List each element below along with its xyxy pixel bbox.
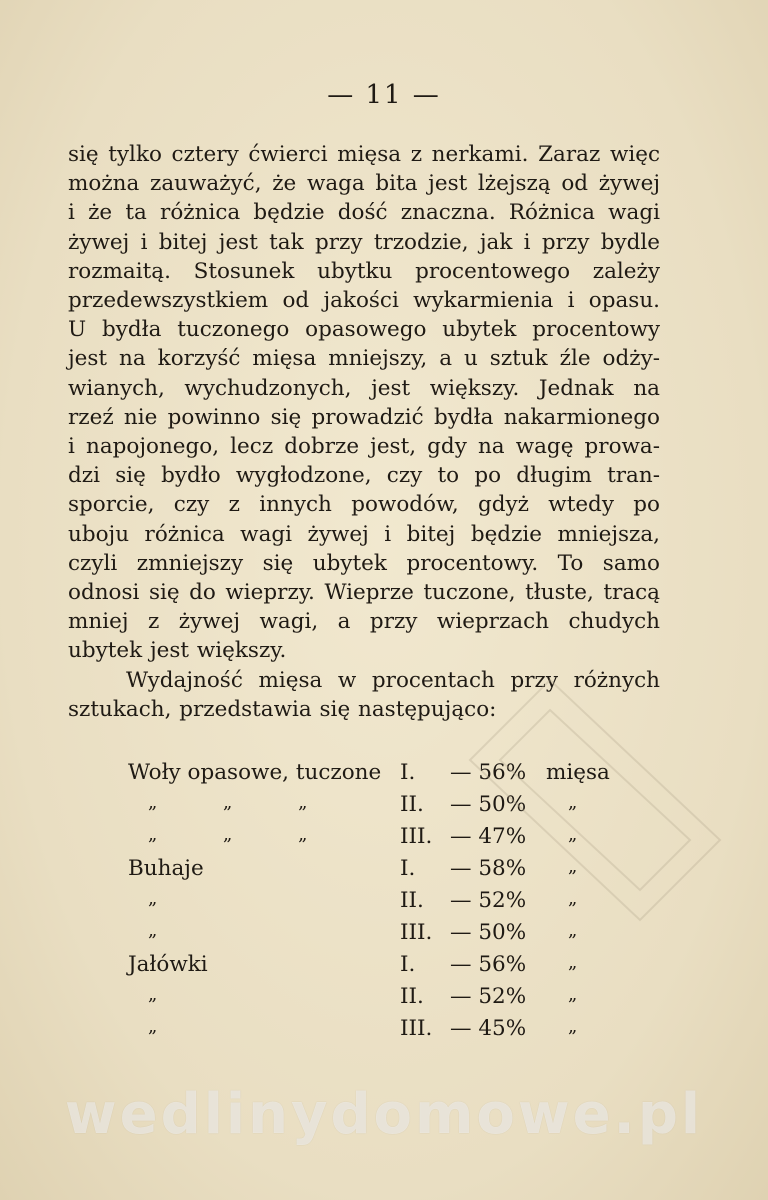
body-text <box>68 140 660 724</box>
unit: „ <box>568 792 578 813</box>
text-line: Wydajność mięsa w procentach przy różnych <box>126 667 660 693</box>
grade: I. <box>400 760 416 785</box>
grade: III. <box>400 920 433 945</box>
text-line: czyli zmniejszy się ubytek procentowy. To samo <box>68 550 660 576</box>
text-line: i napojonego, lecz dobrze jest, gdy na wagę prowa- <box>68 434 660 460</box>
unit: „ <box>568 856 578 877</box>
grade: I. <box>400 856 416 881</box>
text-line: i że ta różnica będzie dość znaczna. Różnica wagi <box>68 200 660 226</box>
animal-name: Woły opasowe, tuczone <box>128 760 382 785</box>
watermark: wedlinydomowe.pl <box>64 1082 704 1147</box>
text-line: sporcie, czy z innych powodów, gdyż wtedy po <box>68 492 660 518</box>
percent: — 45% <box>450 1016 527 1041</box>
text-line: sztukach, przedstawia się następująco: <box>68 696 497 722</box>
animal-name: „ <box>148 1016 158 1037</box>
percent: — 58% <box>450 856 527 881</box>
unit: mięsa <box>546 760 610 785</box>
table-row <box>68 760 668 792</box>
grade: I. <box>400 952 416 977</box>
text-line: ubytek jest większy. <box>68 638 287 664</box>
text-line: się tylko cztery ćwierci mięsa z nerkami. Zaraz więc <box>68 142 660 167</box>
text-line: można zauważyć, że waga bita jest lżejszą od żywej <box>68 171 660 197</box>
percent: — 50% <box>450 792 527 817</box>
grade: III. <box>400 1016 433 1041</box>
unit: „ <box>568 984 578 1005</box>
unit: „ <box>568 824 578 845</box>
table-row <box>68 984 668 1016</box>
text-line: żywej i bitej jest tak przy trzodzie, jak i przy bydle <box>68 229 660 255</box>
unit: „ <box>568 888 578 909</box>
meat-yield-table <box>68 760 668 1048</box>
animal-name: „ <box>148 984 158 1005</box>
unit: „ <box>568 952 578 973</box>
table-row <box>68 824 668 856</box>
percent: — 56% <box>450 760 527 785</box>
table-row <box>68 1016 668 1048</box>
text-line: mniej z żywej wagi, a przy wieprzach chudych <box>68 609 660 635</box>
unit: „ <box>568 1016 578 1037</box>
text-line: przedewszystkiem od jakości wykarmienia i opasu. <box>68 288 660 314</box>
unit: „ <box>568 920 578 941</box>
animal-name: „ „ „ <box>148 824 308 845</box>
text-line: rzeź nie powinno się prowadzić bydła nakarmionego <box>68 404 660 430</box>
table-row <box>68 888 668 920</box>
percent: — 52% <box>450 888 527 913</box>
table-row <box>68 856 668 888</box>
percent: — 56% <box>450 952 527 977</box>
table-row <box>68 952 668 984</box>
animal-name: Jałówki <box>128 952 208 977</box>
text-line: uboju różnica wagi żywej i bitej będzie mniejsza, <box>68 521 660 547</box>
percent: — 50% <box>450 920 527 945</box>
text-line: U bydła tuczonego opasowego ubytek procentowy <box>68 317 660 343</box>
text-line: wianych, wychudzonych, jest większy. Jednak na <box>68 375 660 401</box>
text-line: jest na korzyść mięsa mniejszy, a u sztuk źle odży- <box>68 346 660 372</box>
animal-name: „ <box>148 888 158 909</box>
table-row <box>68 792 668 824</box>
grade: II. <box>400 984 424 1009</box>
animal-name: „ „ „ <box>148 792 308 813</box>
text-line: odnosi się do wieprzy. Wieprze tuczone, tłuste, tracą <box>68 580 660 606</box>
text-line: rozmaitą. Stosunek ubytku procentowego zależy <box>68 258 660 284</box>
percent: — 52% <box>450 984 527 1009</box>
page-number: — 11 — <box>327 80 441 110</box>
table-row <box>68 920 668 952</box>
animal-name: Buhaje <box>128 856 204 881</box>
percent: — 47% <box>450 824 527 849</box>
grade: II. <box>400 888 424 913</box>
animal-name: „ <box>148 920 158 941</box>
grade: III. <box>400 824 433 849</box>
grade: II. <box>400 792 424 817</box>
text-line: dzi się bydło wygłodzone, czy to po długim tran- <box>68 463 660 489</box>
